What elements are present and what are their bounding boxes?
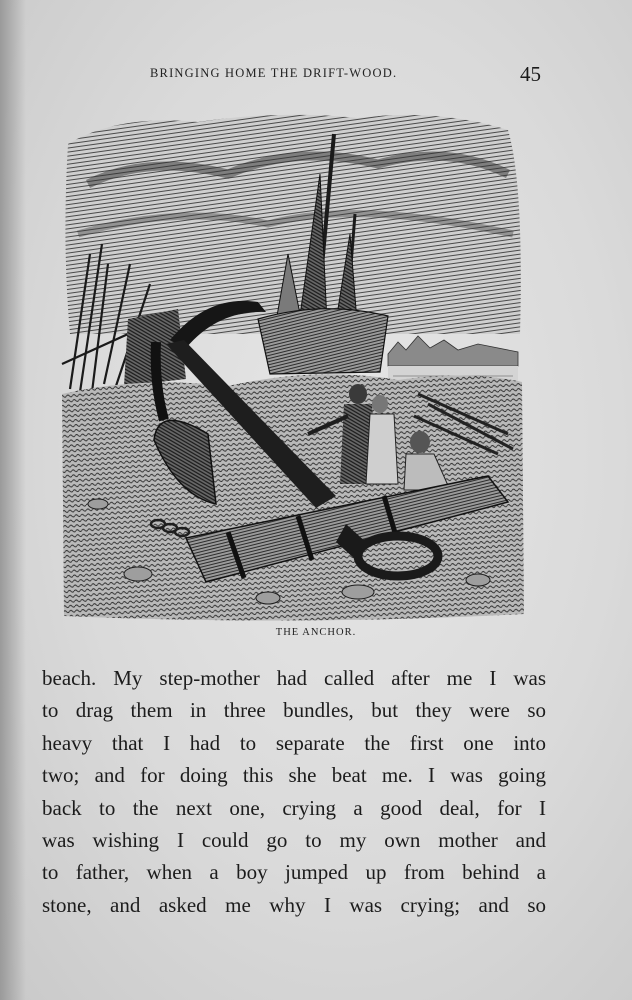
text-line: back to the next one, crying a good deal, for I <box>42 795 546 820</box>
text-line: stone, and asked me why I was crying; and so <box>42 892 546 917</box>
gutter-shadow <box>0 0 26 1000</box>
text-line: heavy that I had to separate the first one into <box>42 730 546 755</box>
text-line: to father, when a boy jumped up from behind a <box>42 860 546 885</box>
text-line: was wishing I could go to my own mother and <box>42 827 546 852</box>
anchor-illustration <box>58 104 528 626</box>
text-line: to drag them in three bundles, but they were so <box>42 698 546 723</box>
body-text <box>42 662 546 921</box>
running-head <box>0 62 632 86</box>
page-number: 45 <box>520 62 541 86</box>
figure-caption: THE ANCHOR. <box>275 627 357 638</box>
text-line: two; and for doing this she beat me. I was going <box>42 763 546 788</box>
text-line: beach. My step-mother had called after me I was <box>42 666 546 690</box>
running-title: BRINGING HOME THE DRIFT-WOOD. <box>150 66 398 80</box>
